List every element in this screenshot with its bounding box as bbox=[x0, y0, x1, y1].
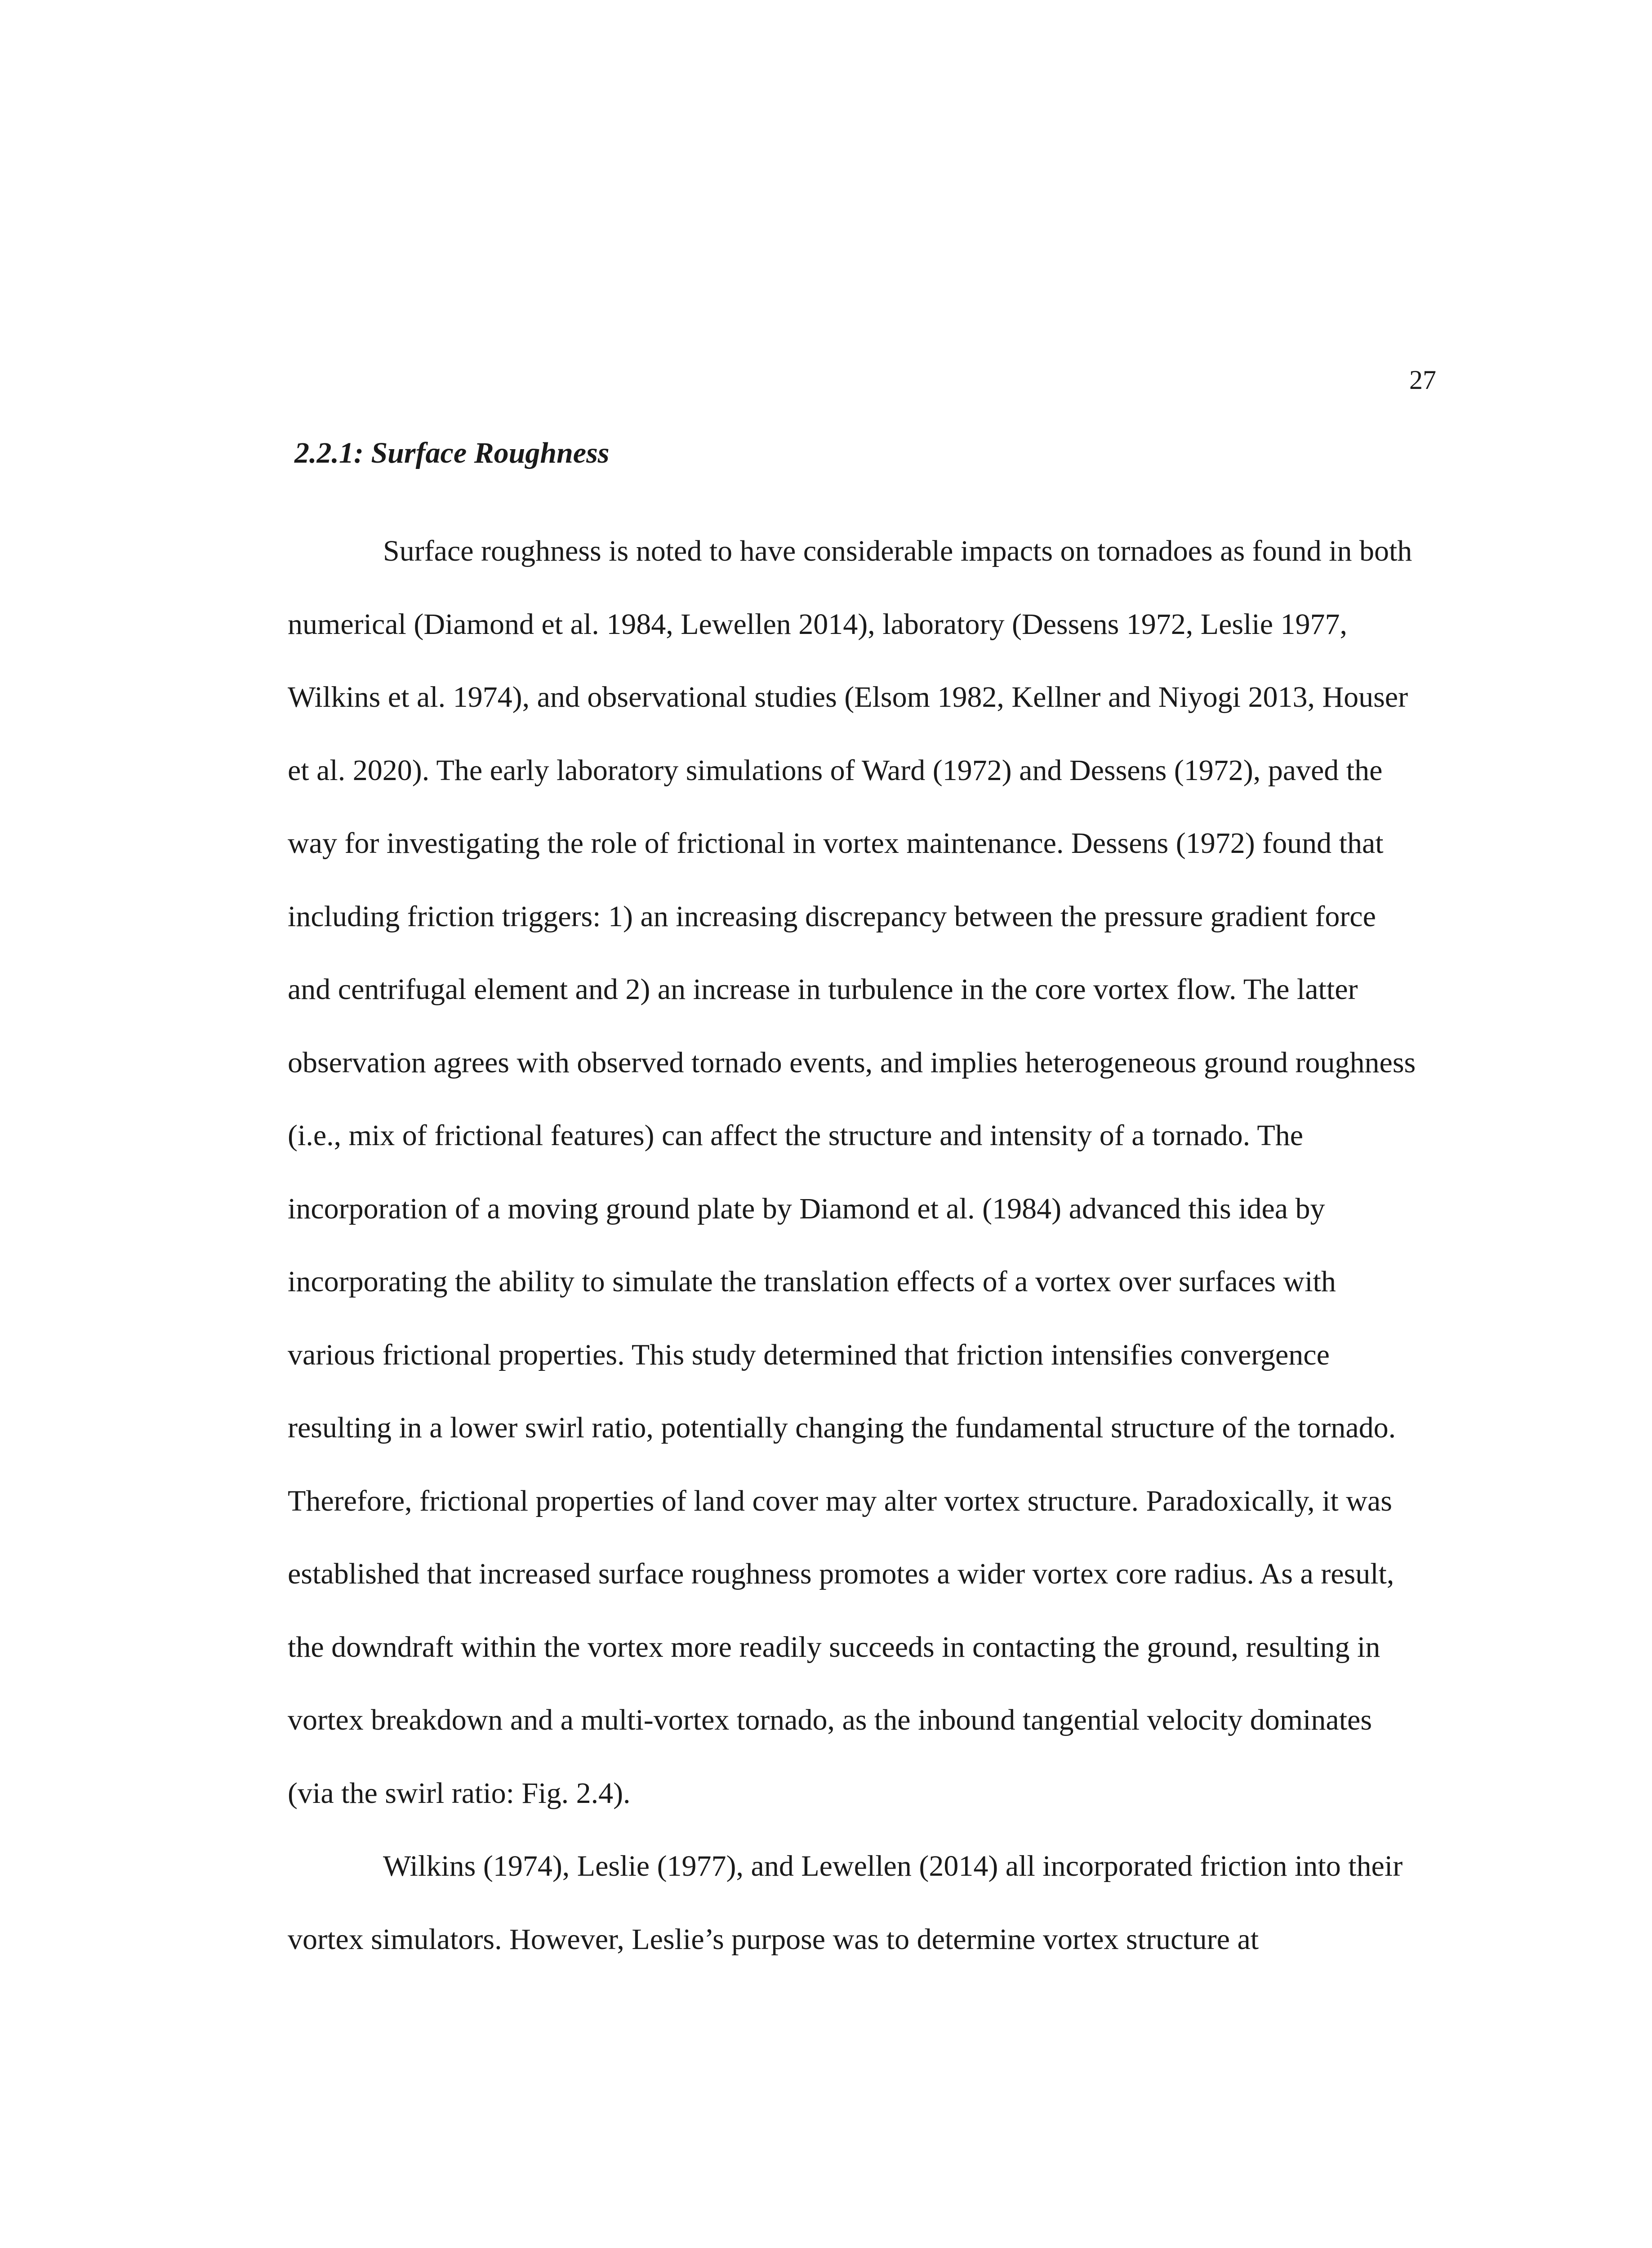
paragraph-1: Surface roughness is noted to have considerable impacts on tornadoes as found in both numerical (Diamond et al. 1984, Lewellen 2014), laboratory (Dessens 1972, Leslie 1977, Wilkins et al. 1974), and observational studies (Elsom 1982, Kellner and Niyogi 2013, Houser et al. 2020). The early laboratory simulations of Ward (1972) and Dessens (1972), paved the way for investigating the role of frictional in vortex maintenance. Dessens (1972) found that including friction triggers: 1) an increasing discrepancy between the pressure gradient force and centrifugal element and 2) an increase in turbulence in the core vortex flow. The latter observation agrees with observed tornado events, and implies heterogeneous ground roughness (i.e., mix of frictional features) can affect the structure and intensity of a tornado. The incorporation of a moving ground plate by Diamond et al. (1984) advanced this idea by incorporating the ability to simulate the translation effects of a vortex over surfaces with various frictional properties. This study determined that friction intensifies convergence resulting in a lower swirl ratio, potentially changing the fundamental structure of the tornado. Therefore, frictional properties of land cover may alter vortex structure. Paradoxically, it was established that increased surface roughness promotes a wider vortex core radius. As a result, the downdraft within the vortex more readily succeeds in contacting the ground, resulting in vortex breakdown and a multi-vortex tornado, as the inbound tangential velocity dominates (via the swirl ratio: Fig. 2.4). bbox=[288, 535, 1416, 1810]
section-body bbox=[288, 515, 1423, 1976]
paragraph-2: Wilkins (1974), Leslie (1977), and Lewellen (2014) all incorporated friction into their vortex simulators. However, Leslie’s purpose was to determine vortex structure at bbox=[288, 1850, 1403, 1956]
section-heading: 2.2.1: Surface Roughness bbox=[294, 437, 610, 469]
page-number: 27 bbox=[1409, 365, 1436, 395]
